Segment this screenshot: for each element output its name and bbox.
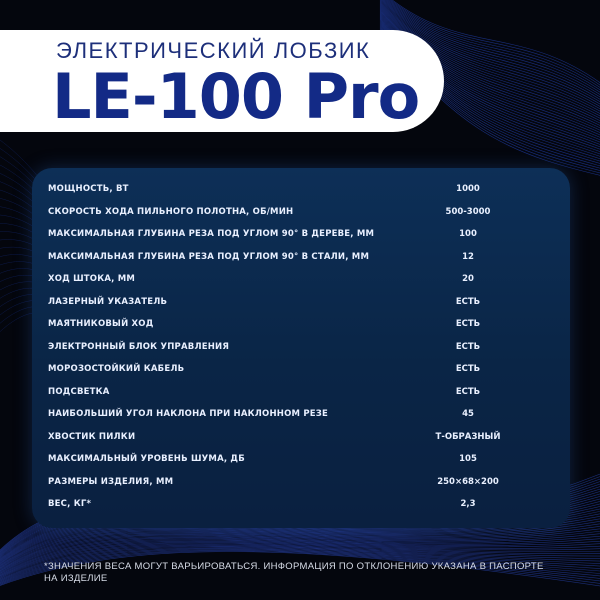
spec-value: ЕСТЬ (455, 364, 481, 375)
spec-label: ПОДСВЕТКА (48, 386, 110, 397)
spec-row (48, 268, 548, 291)
spec-label: МОРОЗОСТОЙКИЙ КАБЕЛЬ (48, 364, 185, 375)
spec-label: МАКСИМАЛЬНАЯ ГЛУБИНА РЕЗА ПОД УГЛОМ 90° В СТАЛИ, ММ (48, 251, 370, 262)
spec-value: ЕСТЬ (455, 341, 481, 352)
spec-row (48, 471, 548, 494)
spec-value: 20 (462, 274, 474, 285)
footnote: *ЗНАЧЕНИЯ ВЕСА МОГУТ ВАРЬИРОВАТЬСЯ. ИНФОРМАЦИЯ ПО ОТКЛОНЕНИЮ УКАЗАНА В ПАСПОРТЕ НА ИЗДЕЛИЕ (44, 561, 544, 584)
spec-value: 100 (459, 229, 477, 240)
spec-label: МАКСИМАЛЬНАЯ ГЛУБИНА РЕЗА ПОД УГЛОМ 90° В ДЕРЕВЕ, ММ (48, 229, 375, 240)
spec-label: МОЩНОСТЬ, ВТ (48, 184, 129, 195)
spec-row (48, 336, 548, 359)
spec-label: ВЕС, КГ* (48, 499, 92, 510)
spec-value: ЕСТЬ (455, 386, 481, 397)
spec-label: ХОД ШТОКА, ММ (48, 274, 136, 285)
spec-value: ЕСТЬ (455, 319, 481, 330)
spec-row (48, 178, 548, 201)
spec-value: 45 (462, 409, 474, 420)
spec-label: СКОРОСТЬ ХОДА ПИЛЬНОГО ПОЛОТНА, ОБ/МИН (48, 206, 294, 217)
spec-row (48, 201, 548, 224)
spec-label: ХВОСТИК ПИЛКИ (48, 431, 136, 442)
spec-value: 500-3000 (445, 206, 491, 217)
spec-row (48, 313, 548, 336)
spec-value: 2,3 (460, 499, 476, 510)
spec-label: РАЗМЕРЫ ИЗДЕЛИЯ, ММ (48, 476, 174, 487)
spec-row (48, 246, 548, 269)
spec-row (48, 381, 548, 404)
spec-value: Т-ОБРАЗНЫЙ (435, 431, 501, 442)
spec-row (48, 223, 548, 246)
product-category: ЭЛЕКТРИЧЕСКИЙ ЛОБЗИК (56, 38, 371, 63)
spec-row (48, 426, 548, 449)
spec-row (48, 358, 548, 381)
spec-label: ЛАЗЕРНЫЙ УКАЗАТЕЛЬ (48, 296, 168, 307)
spec-row (48, 448, 548, 471)
specs-table (48, 178, 548, 516)
spec-value: 250×68×200 (437, 476, 499, 487)
spec-label: МАКСИМАЛЬНЫЙ УРОВЕНЬ ШУМА, ДБ (48, 454, 245, 465)
spec-value: ЕСТЬ (455, 296, 481, 307)
spec-value: 105 (459, 454, 477, 465)
spec-row (48, 291, 548, 314)
spec-value: 12 (462, 251, 474, 262)
spec-label: МАЯТНИКОВЫЙ ХОД (48, 319, 154, 330)
spec-label: НАИБОЛЬШИЙ УГОЛ НАКЛОНА ПРИ НАКЛОННОМ РЕЗЕ (48, 409, 329, 420)
spec-row (48, 493, 548, 516)
spec-row (48, 403, 548, 426)
spec-value: 1000 (456, 184, 480, 195)
product-model-title: LE-100 Pro (52, 60, 420, 133)
spec-label: ЭЛЕКТРОННЫЙ БЛОК УПРАВЛЕНИЯ (48, 341, 230, 352)
